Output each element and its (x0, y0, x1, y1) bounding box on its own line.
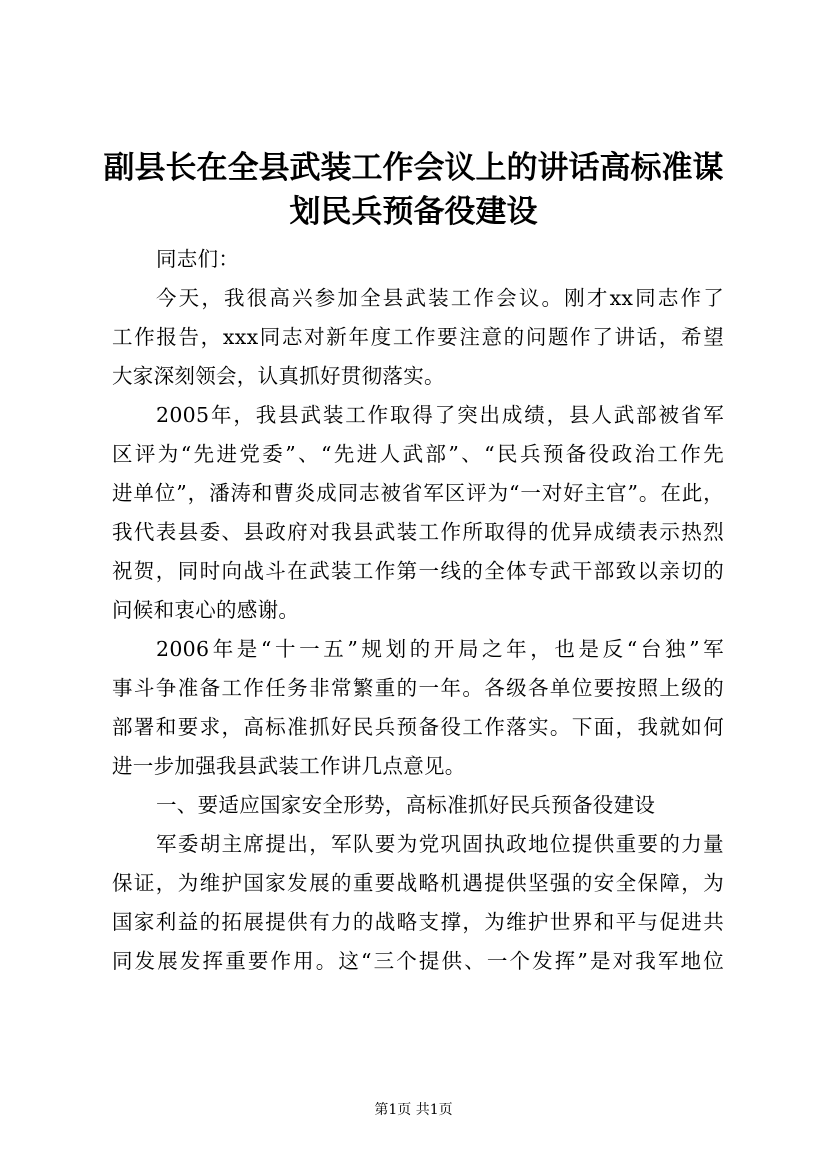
text-line: 工作报告，xxx同志对新年度工作要注意的问题作了讲话，希望 (112, 325, 724, 349)
text-line: 今天，我很高兴参加全县武装工作会议。刚才xx同志作了 (156, 286, 724, 310)
text-line: 国家利益的拓展提供有力的战略支撑，为维护世界和平与促进共 (112, 910, 724, 934)
text-line: 2006年是“十一五”规划的开局之年，也是反“台独”军 (156, 637, 724, 661)
text-line: 军委胡主席提出，军队要为党巩固执政地位提供重要的力量 (156, 832, 724, 856)
title-line-2: 划民兵预备役建设 (289, 194, 538, 230)
text-line: 事斗争准备工作任务非常繁重的一年。各级各单位要按照上级的 (112, 676, 724, 700)
text-line: 区评为“先进党委”、“先进人武部”、“民兵预备役政治工作先 (112, 442, 724, 466)
paragraph-opening (112, 279, 724, 396)
title-line-1: 副县长在全县武装工作会议上的讲话高标准谋 (103, 150, 724, 186)
document-body (112, 240, 724, 981)
text-line: 进单位”，潘涛和曹炎成同志被省军区评为“一对好主官”。在此， (112, 481, 724, 505)
paragraph-2005 (112, 396, 724, 630)
text-line: 祝贺，同时向战斗在武装工作第一线的全体专武干部致以亲切的 (112, 559, 724, 583)
text-line: 同志们： (156, 247, 240, 271)
text-line: 2005年，我县武装工作取得了突出成绩，县人武部被省军 (156, 403, 724, 427)
text-line: 一、要适应国家安全形势，高标准抓好民兵预备役建设 (156, 793, 656, 817)
text-line: 问候和衷心的感谢。 (112, 598, 300, 622)
section-heading-1 (112, 786, 724, 825)
text-line: 进一步加强我县武装工作讲几点意见。 (112, 754, 466, 778)
text-line: 我代表县委、县政府对我县武装工作所取得的优异成绩表示热烈 (112, 520, 724, 544)
text-line: 保证，为维护国家发展的重要战略机遇提供坚强的安全保障，为 (112, 871, 724, 895)
paragraph-2006 (112, 630, 724, 786)
paragraph-military-commission (112, 825, 724, 981)
text-line: 同发展发挥重要作用。这“三个提供、一个发挥”是对我军地位 (112, 949, 724, 973)
document-title (100, 146, 727, 234)
paragraph-salutation (112, 240, 724, 279)
text-line: 部署和要求，高标准抓好民兵预备役工作落实。下面，我就如何 (112, 715, 724, 739)
text-line: 大家深刻领会，认真抓好贯彻落实。 (112, 364, 445, 388)
page-footer: 第1页 共1页 (374, 1102, 453, 1118)
